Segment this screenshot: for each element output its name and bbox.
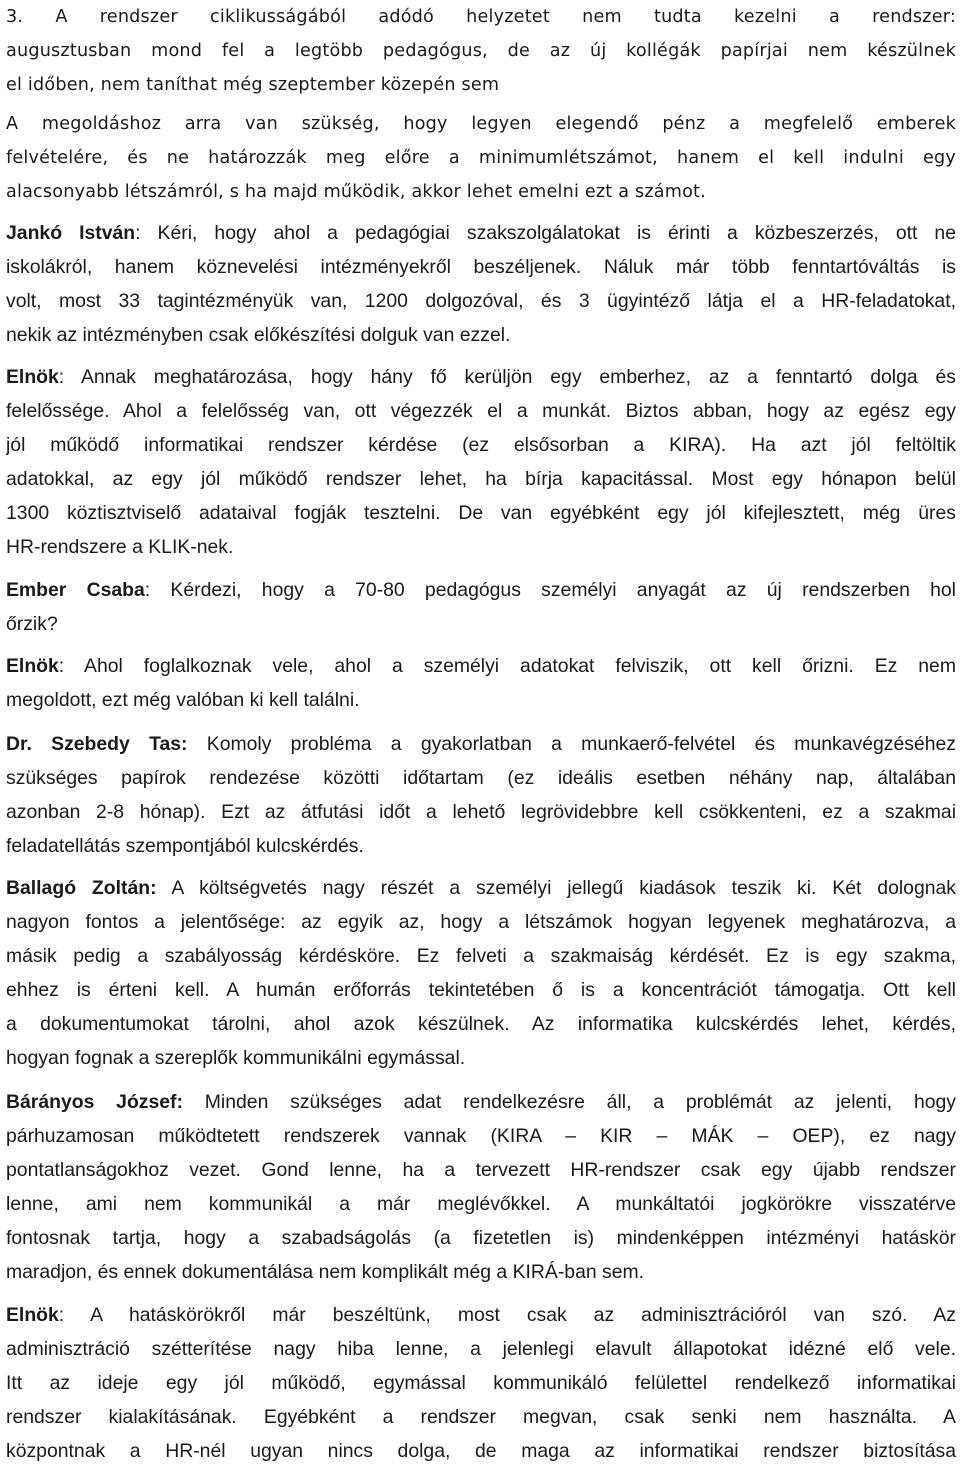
- speaker-name: Jankó István: [6, 222, 136, 244]
- text-line: központnak a HR-nél ugyan nincs dolga, de maga az informatikai rendszer biztosítása: [6, 1440, 956, 1462]
- text-line: párhuzamosan működtetett rendszerek vannak (KIRA – KIR – MÁK – OEP), ez nagy: [6, 1125, 956, 1147]
- text-line: alacsonyabb létszámról, s ha majd működik, akkor lehet emelni ezt a számot.: [6, 182, 706, 202]
- text-line: adatokkal, az egy jól működő rendszer lehet, ha bírja kapacitással. Most egy hónapon belül: [6, 468, 956, 490]
- speaker-name: Bárányos József:: [6, 1091, 183, 1113]
- text-line: azonban 2-8 hónap). Ezt az átfutási időt a lehető legrövidebbre kell csökkenteni, ez a szakmai: [6, 801, 956, 823]
- text-line: ehhez is érteni kell. A humán erőforrás tekintetében ő is a koncentrációt támogatja. Ott kell: [6, 979, 956, 1001]
- speaker-paragraph: [6, 1085, 956, 1289]
- text-line: Elnök: A hatáskörökről már beszéltünk, most csak az adminisztrációról van szó. Az: [6, 1304, 956, 1326]
- text-line: 3. A rendszer ciklikusságából adódó helyzetet nem tudta kezelni a rendszer:: [6, 7, 956, 27]
- text-line: pontatlanságokhoz vezet. Gond lenne, ha a tervezett HR-rendszer csak egy újabb rendszer: [6, 1159, 956, 1181]
- text-line: felvételére, és ne határozzák meg előre a minimumlétszámot, hanem el kell indulni egy: [6, 148, 956, 168]
- text-line: volt, most 33 tagintézményük van, 1200 dolgozóval, és 3 ügyintéző látja el a HR-feladatokat,: [6, 290, 956, 312]
- speaker-name: Elnök: [6, 1304, 59, 1326]
- text-line: Ember Csaba: Kérdezi, hogy a 70-80 pedagógus személyi anyagát az új rendszerben hol: [6, 579, 956, 601]
- speaker-paragraph: [6, 1298, 956, 1468]
- text-line: augusztusban mond fel a legtöbb pedagógus, de az új kollégák papírjai nem készülnek: [6, 41, 956, 61]
- text-line: nagyon fontos a jelentősége: az egyik az, hogy a létszámok hogyan legyenek meghatározva, a: [6, 911, 956, 933]
- numbered-item-3: [6, 0, 956, 102]
- text-line: Jankó István: Kéri, hogy ahol a pedagógiai szakszolgálatokat is érinti a közbeszerzés, ott ne: [6, 222, 956, 244]
- paragraph: [6, 107, 956, 209]
- text-line: HR-rendszere a KLIK-nek.: [6, 536, 234, 558]
- text-line: fontosnak tartja, hogy a szabadságolás (a fizetetlen is) mindenképpen intézményi hatáskör: [6, 1227, 956, 1249]
- text-line: felelőssége. Ahol a felelősség van, ott végezzék el a munkát. Biztos abban, hogy az egész egy: [6, 400, 956, 422]
- text-line: maradjon, és ennek dokumentálása nem komplikált még a KIRÁ-ban sem.: [6, 1261, 645, 1283]
- speaker-paragraph: [6, 727, 956, 863]
- text-line: feladatellátás szempontjából kulcskérdés.: [6, 835, 364, 857]
- speaker-name: Ballagó Zoltán:: [6, 877, 157, 899]
- text-line: Ballagó Zoltán: A költségvetés nagy részét a személyi jellegű kiadások teszik ki. Két dolognak: [6, 877, 956, 899]
- speaker-paragraph: [6, 360, 956, 564]
- text-line: el időben, nem taníthat még szeptember közepén sem: [6, 75, 500, 95]
- text-line: A megoldáshoz arra van szükség, hogy legyen elegendő pénz a megfelelő emberek: [6, 114, 956, 134]
- speaker-paragraph: [6, 871, 956, 1075]
- text-line: szükséges papírok rendezése közötti időtartam (ez ideális esetben néhány nap, általában: [6, 767, 956, 789]
- text-line: Dr. Szebedy Tas: Komoly probléma a gyakorlatban a munkaerő-felvétel és munkavégzéséhez: [6, 733, 956, 755]
- text-line: Bárányos József: Minden szükséges adat rendelkezésre áll, a problémát az jelenti, hogy: [6, 1091, 956, 1113]
- text-line: iskolákról, hanem köznevelési intézményekről beszéljenek. Náluk már több fenntartóváltás is: [6, 256, 956, 278]
- text-line: őrzik?: [6, 613, 58, 635]
- text-line: Elnök: Annak meghatározása, hogy hány fő kerüljön egy emberhez, az a fenntartó dolga és: [6, 366, 956, 388]
- text-line: hogyan fognak a szereplők kommunikálni egymással.: [6, 1047, 466, 1069]
- speaker-name: Elnök: [6, 655, 59, 677]
- text-line: nekik az intézményben csak előkészítési dolguk van ezzel.: [6, 324, 511, 346]
- text-line: rendszer kialakításának. Egyébként a rendszer megvan, csak senki nem használta. A: [6, 1406, 956, 1428]
- text-line: 1300 köztisztviselő adataival fogják tesztelni. De van egyébként egy jól kifejlesztett, még üres: [6, 502, 956, 524]
- speaker-paragraph: [6, 216, 956, 352]
- speaker-name: Elnök: [6, 366, 59, 388]
- text-line: megoldott, ezt még valóban ki kell találni.: [6, 689, 360, 711]
- text-line: Itt az ideje egy jól működő, egymással kommunikáló felülettel rendelkező informatikai: [6, 1372, 956, 1394]
- speaker-name: Ember Csaba: [6, 579, 145, 601]
- speaker-name: Dr. Szebedy Tas:: [6, 733, 188, 755]
- text-line: lenne, ami nem kommunikál a már meglévőkkel. A munkáltatói jogkörökre visszatérve: [6, 1193, 956, 1215]
- text-line: adminisztráció szétterítése nagy hiba lenne, a jelenlegi elavult állapotokat idézné elő vele.: [6, 1338, 956, 1360]
- text-line: a dokumentumokat tárolni, ahol azok készülnek. Az informatika kulcskérdés lehet, kérdés,: [6, 1013, 956, 1035]
- text-line: jól működő informatikai rendszer kérdése (ez elsősorban a KIRA). Ha azt jól feltöltik: [6, 434, 956, 456]
- text-line: másik pedig a szabályosság kérdésköre. Ez felveti a szakmaiság kérdését. Ez is egy szakma,: [6, 945, 956, 967]
- speaker-paragraph: [6, 649, 956, 717]
- text-line: Elnök: Ahol foglalkoznak vele, ahol a személyi adatokat felviszik, ott kell őrizni. Ez nem: [6, 655, 956, 677]
- speaker-paragraph: [6, 573, 956, 641]
